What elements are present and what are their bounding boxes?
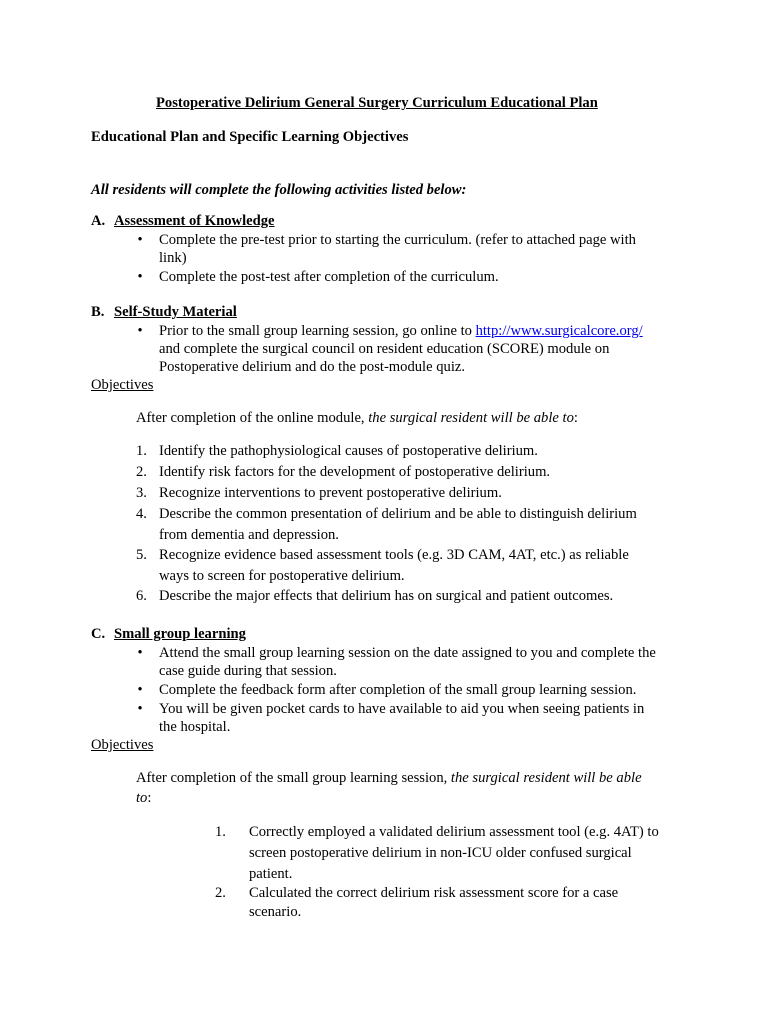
section-a-bullet-1-line-1: Complete the pre-test prior to starting the curriculum. (refer to attached page with: [159, 232, 636, 248]
section-b-objective-text: Identify the pathophysiological causes of postoperative delirium.: [159, 443, 538, 459]
section-b-objective-text: Describe the major effects that delirium has on surgical and patient outcomes.: [159, 588, 614, 604]
bullet-icon: •: [137, 323, 143, 339]
section-a-bullet-1-line-2: link): [159, 250, 187, 266]
section-c-bullet-3-line-2: the hospital.: [159, 719, 231, 735]
section-c-objective-number: 1.: [215, 824, 226, 840]
lead-plain: After completion of the small group learning session,: [136, 770, 451, 786]
section-c-objectives-lead-line-1: [136, 769, 642, 787]
section-b-objective-text: ways to screen for postoperative delirium.: [159, 568, 405, 584]
section-c-bullet-3-line-1: You will be given pocket cards to have available to aid you when seeing patients in: [159, 701, 645, 717]
section-c-bullet-1-line-2: case guide during that session.: [159, 663, 337, 679]
section-c-letter: C.: [91, 626, 106, 642]
section-a-bullet-2: Complete the post-test after completion of the curriculum.: [159, 269, 499, 285]
section-c-objective-number: 2.: [215, 885, 226, 901]
section-a-letter: A.: [91, 213, 106, 229]
section-c-objectives-label: Objectives: [91, 737, 154, 753]
bullet-icon: •: [137, 701, 143, 717]
section-b-letter: B.: [91, 304, 105, 320]
surgicalcore-link[interactable]: http://www.surgicalcore.org/: [475, 323, 643, 339]
section-c-bullet-2: Complete the feedback form after completion of the small group learning session.: [159, 682, 637, 698]
section-b-objectives-label: Objectives: [91, 377, 154, 393]
section-b-bullet-1-text: Prior to the small group learning session, go online to: [159, 323, 476, 339]
lead-italic: to: [136, 790, 148, 806]
bullet-icon: •: [137, 682, 143, 698]
section-b-objectives-lead: [136, 409, 578, 427]
section-c-bullet-1-line-1: Attend the small group learning session on the date assigned to you and complete the: [159, 645, 656, 661]
page-subtitle: Educational Plan and Specific Learning Objectives: [91, 129, 409, 145]
section-b-objective-text: Recognize interventions to prevent postoperative delirium.: [159, 485, 502, 501]
section-a-heading: Assessment of Knowledge: [114, 213, 275, 229]
lead-italic: the surgical resident will be able to: [368, 410, 574, 426]
bullet-icon: •: [137, 232, 143, 248]
lead-plain: After completion of the online module,: [136, 410, 369, 426]
bullet-icon: •: [137, 645, 143, 661]
section-b-objective-text: Identify risk factors for the development of postoperative delirium.: [159, 464, 551, 480]
section-c-objective-text: Correctly employed a validated delirium assessment tool (e.g. 4AT) to: [249, 824, 659, 840]
section-c-objective-text: patient.: [249, 866, 293, 882]
section-b-objective-number: 3.: [136, 485, 147, 501]
section-b-bullet-1-line-1: [159, 322, 643, 340]
section-b-objective-number: 5.: [136, 547, 147, 563]
section-b-objective-number: 6.: [136, 588, 147, 604]
section-b-bullet-1-line-3: Postoperative delirium and do the post-module quiz.: [159, 359, 466, 375]
section-c-objectives-lead-line-2: [136, 789, 151, 807]
section-c-objective-text: scenario.: [249, 904, 302, 920]
section-b-objective-number: 4.: [136, 506, 147, 522]
section-b-objective-text: from dementia and depression.: [159, 527, 339, 543]
page-title: Postoperative Delirium General Surgery Curriculum Educational Plan: [156, 95, 598, 111]
lead-end: :: [573, 410, 578, 426]
section-b-objective-text: Recognize evidence based assessment tools (e.g. 3D CAM, 4AT, etc.) as reliable: [159, 547, 629, 563]
section-b-objective-number: 2.: [136, 464, 147, 480]
section-b-objective-text: Describe the common presentation of delirium and be able to distinguish delirium: [159, 506, 637, 522]
intro-statement: All residents will complete the following activities listed below:: [91, 182, 467, 198]
section-c-objective-text: screen postoperative delirium in non-ICU older confused surgical: [249, 845, 632, 861]
section-b-objective-number: 1.: [136, 443, 147, 459]
lead-italic: the surgical resident will be able: [450, 770, 642, 786]
section-b-heading: Self-Study Material: [114, 304, 237, 320]
lead-end: :: [147, 790, 152, 806]
section-b-bullet-1-line-2: and complete the surgical council on resident education (SCORE) module on: [159, 341, 610, 357]
section-c-objective-text: Calculated the correct delirium risk assessment score for a case: [249, 885, 619, 901]
section-c-heading: Small group learning: [114, 626, 246, 642]
bullet-icon: •: [137, 269, 143, 285]
